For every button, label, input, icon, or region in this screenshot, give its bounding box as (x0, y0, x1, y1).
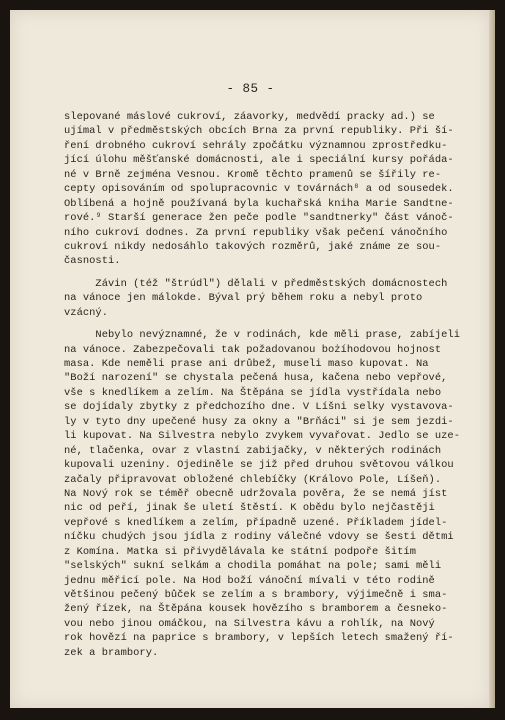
text-line: Nebylo nevýznamné, že v rodinách, kde měli prase, zabíjeli (64, 329, 460, 342)
text-line: né v Brně zejména Vesnou. Kromě těchto pramenů se šířily re- (64, 168, 442, 181)
text-line: slepované máslové cukroví, záavorky, medvědí pracky ad.) se (64, 111, 435, 123)
text-line: rok hovězí na paprice s brambory, v lepších letech smažený ří- (64, 632, 454, 645)
text-line: "selských" sukní selkám a chodila pomáhat na pole; sami měli (64, 560, 442, 573)
text-line: Oblíbená a hojně používaná byla kuchařská kniha Marie Sandtne- (64, 197, 454, 210)
text-line: "Boží narození" se chystala pečená husa, kačena nebo vepřové, (64, 372, 448, 385)
text-line: vzácný. (64, 306, 108, 319)
text-line: nic od peří, jinak še uletí štěstí. K obědu bylo nejčastěji (64, 502, 435, 515)
text-line: vše s knedlíkem a zelím. Na Štěpána se jídla vystřídala nebo (64, 386, 442, 399)
text-line: kupovali uzeniny. Ojediněle se již před druhou světovou válkou (64, 459, 454, 472)
text-line: ního cukroví dodnes. Za první republiky však pečení vánočního (64, 226, 448, 239)
text-line: cepty opisováním od spolupracovnic v továrnách⁸ a od sousedek. (64, 183, 454, 196)
text-line: ly v tyto dny upečené husy za okny a "Brňáci" si je sem jezdi- (64, 415, 454, 428)
text-line: níčku chudých jsou jídla z rodiny válečné vdovy se šesti dětmi (64, 531, 454, 544)
page-edge (489, 10, 495, 708)
text-line: masa. Kde neměli prase ani drůbež, museli maso kupovat. Na (64, 358, 429, 370)
paragraph (64, 110, 484, 269)
text-line: ření drobného cukroví sehrály zpočátku významnou zprostředku- (64, 139, 448, 152)
text-line: na vánoce. Zabezpečovali tak požadovanou bożíhodovou hojnost (64, 343, 442, 356)
text-line: vepřové s knedlíkem a zelím, případně uzené. Příkladem jídel- (64, 516, 448, 529)
text-line: jící úlohu měšťanské domácnosti, ale i speciální kursy pořáda- (64, 154, 454, 167)
text-line: na vánoce jen málokde. Býval prý během roku a nebyl proto (64, 292, 423, 305)
page-number: - 85 - (226, 82, 275, 96)
text-line: zek a brambory. (64, 646, 159, 659)
paragraph-gap (64, 320, 484, 328)
paragraph (64, 328, 484, 660)
paragraph-gap (64, 269, 484, 277)
text-line: jednu měřicí pole. Na Hod boží vánoční mívali v této rodině (64, 574, 435, 587)
text-line: začaly připravovat obložené chlebíčky (Královo Pole, Líšeň). (64, 473, 442, 486)
text-line: vou nebo jinou omáčkou, na Silvestra kávu a rohlík, na Nový (64, 617, 435, 630)
text-line: Závin (též "štrúdl") dělali v předměstských domácnostech (64, 277, 448, 290)
text-line: žený řízek, na Štěpána kousek hovězího s bramborem a česneko- (64, 603, 448, 616)
text-line: rové.⁹ Starší generace žen peče podle "sandtnerky" část vánoč- (64, 212, 454, 225)
text-line: ujímal v předměstských obcích Brna za první republiky. Při ší- (64, 125, 454, 138)
text-line: Na Nový rok se téměř obecně udržovala pověra, že se nemá jíst (64, 487, 448, 500)
paper-sheet (10, 10, 491, 708)
text-line: časnosti. (64, 255, 121, 268)
text-line: většinou pečený bůček se zelím a s brambory, výjimečně i sma- (64, 589, 448, 601)
text-line: né, tlačenka, ovar z vlastní zabijačky, v některých rodinách (64, 444, 442, 457)
text-line: se dojídaly zbytky z předchozího dne. V Líšni selky vystavova- (64, 401, 454, 414)
body-text (64, 110, 484, 660)
text-line: z Komína. Matka si přivydělávala ke státní podpoře šitím (64, 545, 416, 558)
paragraph (64, 277, 484, 320)
text-line: li kupovat. Na Silvestra nebylo zvykem vyvařovat. Jedlo se uze- (64, 430, 460, 443)
text-line: cukroví nikdy nedosáhlo takových rozměrů, jaké známe ze sou- (64, 240, 442, 253)
